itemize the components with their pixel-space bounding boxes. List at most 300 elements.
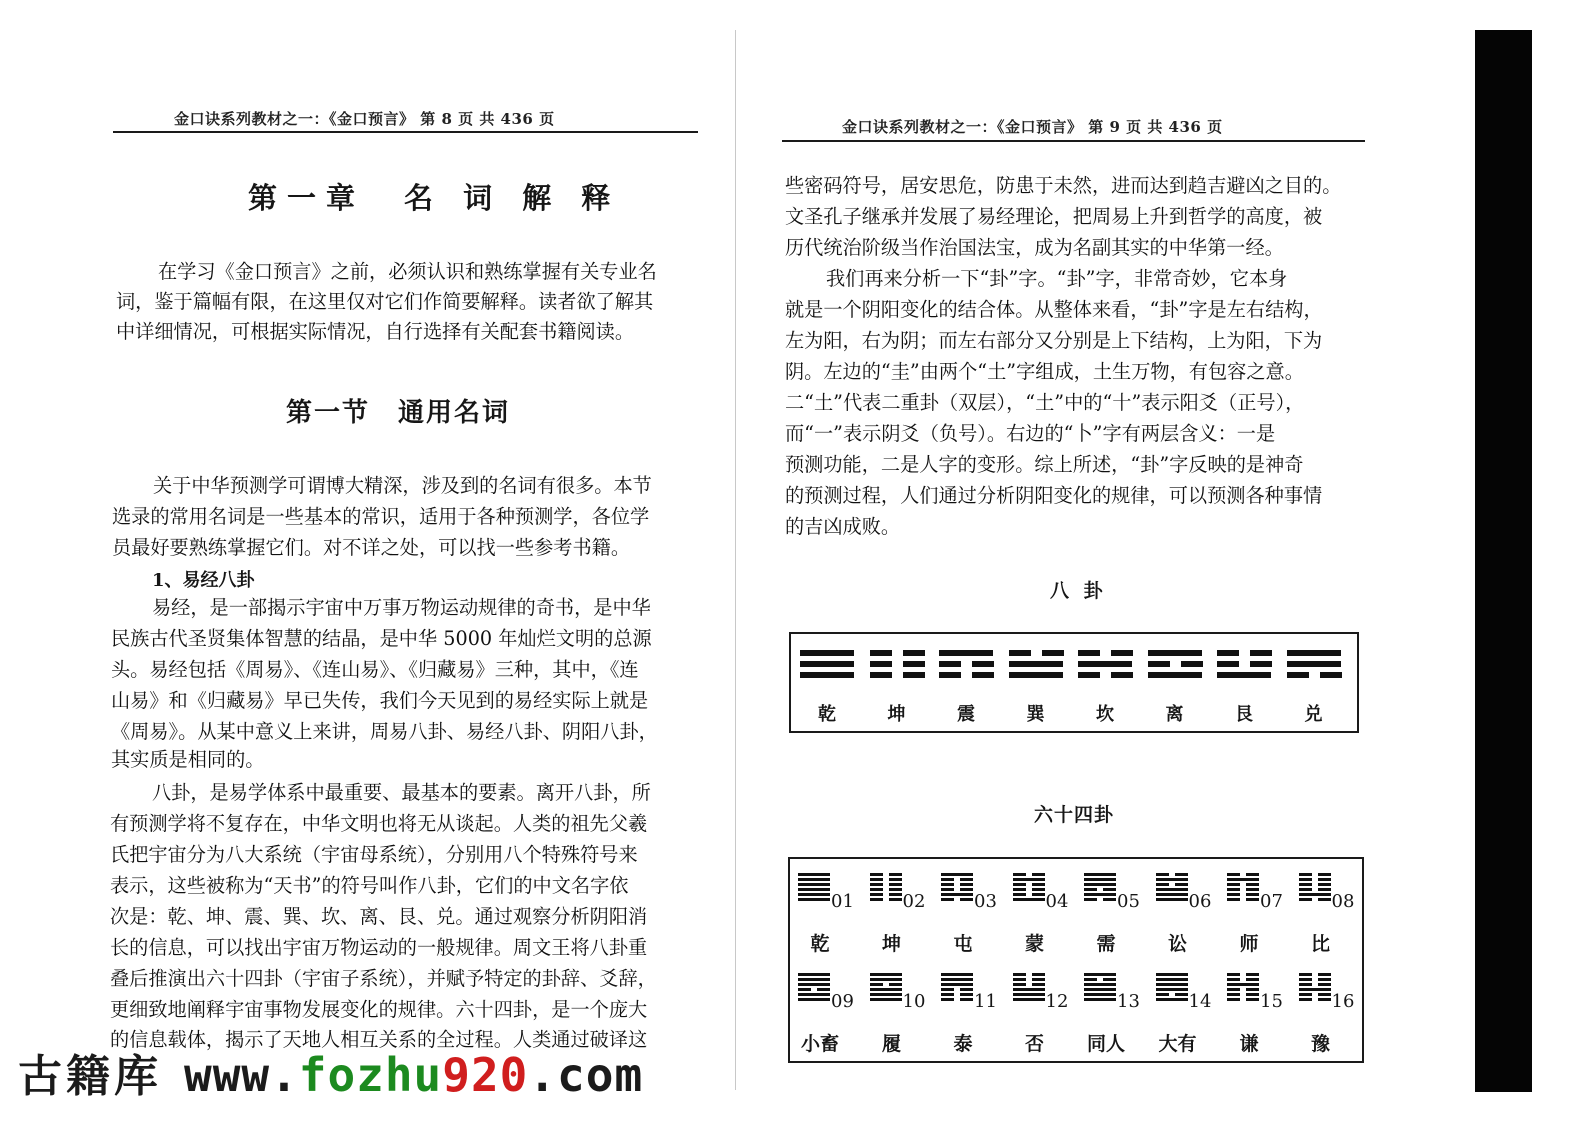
line-segment: [1013, 993, 1045, 996]
line-segment: [870, 883, 883, 886]
hexagram-name: 否: [1024, 1033, 1044, 1055]
text-line: 头。易经包括《周易》、《连山易》、《归藏易》三种，其中，《连: [111, 658, 639, 681]
text-line: 民族古代圣贤集体智慧的结晶，是中华 5000 年灿烂文明的总源: [111, 627, 652, 650]
line-segment: [972, 661, 994, 667]
yin-line: [1227, 898, 1259, 901]
yang-line: [798, 978, 830, 981]
hexagram-name: 坤: [881, 933, 901, 955]
yang-line: [1084, 878, 1116, 881]
line-segment: [941, 893, 973, 896]
yin-line: [941, 998, 973, 1001]
yin-line: [1084, 978, 1116, 981]
line-segment: [1084, 988, 1116, 991]
line-segment: [1227, 883, 1240, 886]
line-segment: [1246, 873, 1259, 876]
line-segment: [1318, 983, 1331, 986]
hexagram-symbol: [1084, 873, 1148, 913]
yin-line: [1299, 978, 1331, 981]
line-segment: [1299, 878, 1312, 881]
yin-line: [1084, 898, 1116, 901]
line-segment: [1299, 873, 1312, 876]
yang-line: [1156, 988, 1188, 991]
yang-line: [1156, 983, 1188, 986]
yin-line: [1299, 998, 1331, 1001]
line-segment: [941, 898, 954, 901]
line-segment: [1032, 873, 1045, 876]
line-segment: [798, 898, 830, 901]
line-segment: [1299, 998, 1312, 1001]
line-segment: [1013, 888, 1026, 891]
line-segment: [1246, 898, 1259, 901]
line-segment: [1227, 898, 1240, 901]
yang-line: [1013, 988, 1045, 991]
trigram-symbol: [1148, 650, 1202, 683]
yang-line: [1156, 898, 1188, 901]
yang-line: [1156, 888, 1188, 891]
line-segment: [1013, 878, 1045, 881]
hexagram-number: 05: [1117, 891, 1140, 912]
line-segment: [1156, 888, 1188, 891]
yin-line: [1156, 873, 1188, 876]
yin-line: [1299, 993, 1331, 996]
yin-line: [939, 672, 993, 678]
hexagram-name: 豫: [1310, 1033, 1330, 1055]
text-line: 预测功能，二是人字的变形。综上所述，“卦”字反映的是神奇: [785, 453, 1304, 476]
yang-line: [800, 661, 854, 667]
yin-line: [1299, 973, 1331, 976]
text-line: 选录的常用名词是一些基本的常识，适用于各种预测学，各位学: [112, 505, 650, 528]
yin-line: [941, 878, 973, 881]
line-segment: [1156, 883, 1169, 886]
text-line: 关于中华预测学可谓博大精深，涉及到的名词有很多。本节: [153, 474, 652, 497]
yang-line: [1227, 878, 1259, 881]
line-segment: [798, 878, 830, 881]
line-segment: [889, 883, 902, 886]
hexagram-lines: [1299, 973, 1331, 1003]
text-line: 表示，这些被称为“天书”的符号叫作八卦，它们的中文名字依: [110, 874, 629, 897]
line-segment: [798, 893, 830, 896]
line-segment: [870, 888, 883, 891]
watermark-prefix: www.: [184, 1048, 299, 1102]
line-segment: [941, 988, 954, 991]
yang-line: [870, 978, 902, 981]
yang-line: [1084, 893, 1116, 896]
trigram-name: 巽: [1026, 704, 1045, 725]
hexagram-title: 六十四卦: [1034, 804, 1115, 826]
line-segment: [1299, 898, 1312, 901]
text-line: 易经，是一部揭示宇宙中万事万物运动规律的奇书，是中华: [152, 596, 651, 619]
hexagram-name: 师: [1239, 933, 1259, 955]
yang-line: [1078, 661, 1132, 667]
yin-line: [1299, 878, 1331, 881]
yin-line: [941, 883, 973, 886]
yin-line: [1013, 973, 1045, 976]
line-segment: [939, 672, 961, 678]
text-line: 长的信息，可以找出宇宙万物运动的一般规律。周文王将八卦重: [110, 936, 648, 959]
chapter-title: 第一章 名 词 解 释: [248, 181, 621, 215]
yang-line: [1013, 878, 1045, 881]
line-segment: [1013, 998, 1045, 1001]
page-gutter: [735, 30, 736, 1090]
line-segment: [1246, 893, 1259, 896]
yin-line: [870, 983, 902, 986]
text-line: 阴。左边的“圭”由两个“土”字组成，土生万物，有包容之意。: [785, 360, 1304, 383]
line-segment: [870, 988, 902, 991]
text-line: 的预测过程，人们通过分析阴阳变化的规律，可以预测各种事情: [785, 484, 1323, 507]
yang-line: [800, 672, 854, 678]
yang-line: [1084, 993, 1116, 996]
line-segment: [889, 893, 902, 896]
hexagram-number: 07: [1260, 891, 1283, 912]
line-segment: [870, 998, 902, 1001]
line-segment: [800, 650, 854, 656]
hexagram-number: 13: [1117, 991, 1140, 1012]
line-segment: [870, 873, 883, 876]
yang-line: [1013, 898, 1045, 901]
line-segment: [800, 661, 854, 667]
text-line: 左为阳，右为阴；而左右部分又分别是上下结构，上为阳，下为: [785, 329, 1323, 352]
hexagram-lines: [1084, 973, 1116, 1003]
text-line: 次是：乾、坤、震、巽、坎、离、艮、兑。通过观察分析阴阳消: [110, 905, 648, 928]
line-segment: [1250, 650, 1272, 656]
line-segment: [1299, 973, 1312, 976]
hexagram-lines: [1299, 873, 1331, 903]
yin-line: [1217, 661, 1271, 667]
line-segment: [1148, 672, 1202, 678]
watermark-red: 920: [442, 1048, 529, 1102]
line-segment: [1227, 993, 1240, 996]
hexagram-symbol: [870, 873, 934, 913]
hexagram-symbol: [1084, 973, 1148, 1013]
line-segment: [1013, 988, 1045, 991]
hexagram-number: 02: [902, 891, 926, 912]
line-segment: [941, 878, 954, 881]
yang-line: [1084, 983, 1116, 986]
line-segment: [1013, 873, 1026, 876]
yang-line: [1156, 978, 1188, 981]
line-segment: [1318, 883, 1331, 886]
hexagram-name: 蒙: [1024, 933, 1044, 955]
line-segment: [1299, 978, 1312, 981]
trigram-symbol: [1009, 650, 1063, 683]
text-line: 而“一”表示阴爻（负号）。右边的“卜”字有两层含义：一是: [785, 422, 1276, 445]
yin-line: [798, 988, 830, 991]
hexagram-symbol: [941, 873, 1005, 913]
bagua-title: 八 卦: [1050, 580, 1107, 602]
yang-line: [1156, 893, 1188, 896]
yin-line: [1084, 888, 1116, 891]
yang-line: [1148, 672, 1202, 678]
hexagram-number: 11: [974, 991, 997, 1012]
text-line: 词，鉴于篇幅有限，在这里仅对它们作简要解释。读者欲了解其: [116, 290, 654, 313]
yin-line: [941, 898, 973, 901]
hexagram-number: 01: [831, 891, 854, 912]
line-segment: [1246, 993, 1259, 996]
line-segment: [1287, 650, 1341, 656]
line-segment: [1009, 650, 1031, 656]
line-segment: [1246, 888, 1259, 891]
line-segment: [870, 672, 892, 678]
section-title: 第一节 通用名词: [286, 398, 511, 428]
yin-line: [1148, 661, 1202, 667]
text-line: 历代统治阶级当作治国法宝，成为名副其实的中华第一经。: [785, 236, 1284, 259]
yang-line: [1287, 650, 1341, 656]
line-segment: [870, 650, 892, 656]
yang-line: [1084, 988, 1116, 991]
yang-line: [1217, 672, 1271, 678]
line-segment: [1318, 978, 1331, 981]
yin-line: [1299, 873, 1331, 876]
watermark-green: fozhu: [298, 1048, 443, 1102]
text-line: 中详细情况，可根据实际情况，自行选择有关配套书籍阅读。: [116, 320, 635, 343]
line-segment: [817, 988, 830, 991]
hexagram-lines: [1156, 873, 1188, 903]
line-segment: [1227, 998, 1240, 1001]
line-segment: [798, 883, 830, 886]
line-segment: [870, 973, 902, 976]
hexagram-symbol: [941, 973, 1005, 1013]
line-segment: [1111, 672, 1133, 678]
yin-line: [1227, 888, 1259, 891]
hexagram-name: 屯: [953, 933, 973, 955]
line-segment: [1156, 873, 1169, 876]
line-segment: [1084, 878, 1116, 881]
yin-line: [1217, 650, 1271, 656]
line-segment: [972, 672, 994, 678]
hexagram-number: 08: [1331, 891, 1355, 912]
yin-line: [870, 893, 902, 896]
line-segment: [1181, 661, 1203, 667]
yin-line: [1227, 883, 1259, 886]
hexagram-number: 10: [902, 991, 926, 1012]
line-segment: [1246, 998, 1259, 1001]
line-segment: [1299, 993, 1312, 996]
trigram-symbol: [870, 650, 924, 683]
line-segment: [941, 873, 973, 876]
hexagram-symbol: [1299, 973, 1363, 1013]
yang-line: [800, 650, 854, 656]
line-segment: [960, 878, 973, 881]
yang-line: [1299, 988, 1331, 991]
trigram-name: 坎: [1096, 704, 1114, 725]
yin-line: [870, 883, 902, 886]
line-segment: [1299, 988, 1331, 991]
line-segment: [1299, 983, 1312, 986]
running-header: 金口诀系列教材之一：《金口预言》 第 9 页 共 436 页: [842, 118, 1223, 136]
line-segment: [1156, 978, 1188, 981]
line-segment: [1156, 983, 1188, 986]
text-line: 氏把宇宙分为八大系统（宇宙母系统），分别用八个特殊符号来: [110, 843, 638, 866]
line-segment: [798, 973, 830, 976]
hexagram-table: [788, 857, 1364, 1063]
hexagram-number: 06: [1188, 891, 1212, 912]
line-segment: [1032, 883, 1045, 886]
hexagram-symbol: [1013, 873, 1077, 913]
line-segment: [1318, 878, 1331, 881]
line-segment: [870, 898, 883, 901]
line-segment: [1103, 888, 1116, 891]
yang-line: [1084, 973, 1116, 976]
line-segment: [1318, 888, 1331, 891]
line-segment: [1217, 661, 1239, 667]
line-segment: [1084, 893, 1116, 896]
yang-line: [941, 983, 973, 986]
yang-line: [798, 873, 830, 876]
yang-line: [798, 973, 830, 976]
line-segment: [870, 978, 902, 981]
yin-line: [1013, 873, 1045, 876]
line-segment: [1032, 888, 1045, 891]
hexagram-symbol: [1013, 973, 1077, 1013]
yang-line: [941, 978, 973, 981]
line-segment: [1042, 650, 1064, 656]
line-segment: [889, 878, 902, 881]
text-line: 二“土”代表二重卦（双层），“土”中的“十”表示阳爻（正号），: [785, 391, 1305, 414]
line-segment: [1084, 873, 1116, 876]
right-page: [760, 0, 1460, 1122]
hexagram-symbol: [798, 973, 862, 1013]
text-line: 就是一个阴阳变化的结合体。从整体来看，“卦”字是左右结构，: [785, 298, 1323, 321]
line-segment: [1084, 883, 1116, 886]
line-segment: [798, 888, 830, 891]
text-line: 我们再来分析一下“卦”字。“卦”字，非常奇妙，它本身: [826, 267, 1288, 290]
line-segment: [960, 988, 973, 991]
yang-line: [798, 993, 830, 996]
yang-line: [870, 998, 902, 1001]
line-segment: [903, 672, 925, 678]
yin-line: [1009, 650, 1063, 656]
yin-line: [1299, 983, 1331, 986]
line-segment: [1318, 998, 1331, 1001]
line-segment: [960, 888, 973, 891]
line-segment: [1032, 978, 1045, 981]
text-line: 文圣孔子继承并发展了易经理论，把周易上升到哲学的高度，被: [785, 205, 1323, 228]
yin-line: [1227, 993, 1259, 996]
yin-line: [1078, 650, 1132, 656]
hexagram-name: 履: [881, 1033, 901, 1055]
line-segment: [889, 888, 902, 891]
text-line: 山易》和《归藏易》早已失传，我们今天见到的易经实际上就是: [111, 689, 649, 712]
line-segment: [960, 998, 973, 1001]
trigram-name: 乾: [818, 704, 836, 725]
yang-line: [1084, 873, 1116, 876]
hexagram-symbol: [798, 873, 862, 913]
yang-line: [941, 873, 973, 876]
yin-line: [1227, 988, 1259, 991]
line-segment: [903, 650, 925, 656]
line-segment: [1148, 650, 1202, 656]
line-segment: [1013, 973, 1026, 976]
line-segment: [941, 978, 973, 981]
line-segment: [1227, 873, 1240, 876]
yin-line: [1299, 883, 1331, 886]
line-segment: [1009, 672, 1063, 678]
line-segment: [870, 893, 883, 896]
hexagram-name: 大有: [1158, 1033, 1197, 1055]
hexagram-number: 14: [1188, 991, 1212, 1012]
hexagram-symbol: [1156, 973, 1220, 1013]
text-line: 的信息载体，揭示了天地人相互关系的全过程。人类通过破译这: [110, 1028, 648, 1051]
yang-line: [1156, 973, 1188, 976]
hexagram-lines: [1227, 973, 1259, 1003]
line-segment: [1246, 973, 1259, 976]
line-segment: [1103, 898, 1116, 901]
line-segment: [1227, 988, 1240, 991]
scan-edge-bar: [1475, 30, 1532, 1092]
line-segment: [798, 993, 830, 996]
line-segment: [1032, 983, 1045, 986]
line-segment: [1103, 978, 1116, 981]
hexagram-number: 03: [974, 891, 997, 912]
yang-line: [798, 998, 830, 1001]
line-segment: [1299, 888, 1312, 891]
hexagram-name: 同人: [1086, 1033, 1125, 1055]
line-segment: [1156, 973, 1188, 976]
hexagram-name: 谦: [1239, 1033, 1259, 1055]
yang-line: [1299, 893, 1331, 896]
hexagram-symbol: [1227, 873, 1291, 913]
line-segment: [1013, 978, 1026, 981]
hexagram-name: 乾: [810, 933, 830, 955]
line-segment: [939, 650, 993, 656]
line-segment: [941, 983, 973, 986]
header-rule: [782, 140, 1365, 142]
line-segment: [1013, 893, 1026, 896]
line-segment: [1318, 993, 1331, 996]
yin-line: [1156, 993, 1188, 996]
yang-line: [798, 898, 830, 901]
yang-line: [798, 883, 830, 886]
line-segment: [1227, 893, 1240, 896]
line-segment: [941, 888, 954, 891]
line-segment: [798, 988, 811, 991]
line-segment: [1318, 898, 1331, 901]
text-line: 的吉凶成败。: [785, 515, 901, 538]
yang-line: [941, 893, 973, 896]
line-segment: [1013, 898, 1045, 901]
hexagram-number: 16: [1331, 991, 1355, 1012]
yang-line: [1227, 983, 1259, 986]
text-line: 些密码符号，居安思危，防患于未然，进而达到趋吉避凶之目的。: [785, 174, 1342, 197]
header-rule: [113, 131, 698, 133]
hexagram-lines: [870, 973, 902, 1003]
line-segment: [1227, 978, 1240, 981]
watermark-cn: 古籍库: [18, 1051, 162, 1102]
line-segment: [870, 983, 883, 986]
hexagram-symbol: [1299, 873, 1363, 913]
line-segment: [1175, 883, 1188, 886]
hexagram-lines: [1084, 873, 1116, 903]
yin-line: [870, 898, 902, 901]
trigram-symbol: [939, 650, 993, 683]
yin-line: [870, 661, 924, 667]
yin-line: [1227, 893, 1259, 896]
line-segment: [1084, 978, 1097, 981]
line-segment: [870, 878, 883, 881]
line-segment: [1084, 898, 1097, 901]
hexagram-number: 09: [831, 991, 854, 1012]
line-segment: [941, 883, 954, 886]
left-page: [0, 0, 740, 1122]
yang-line: [1013, 998, 1045, 1001]
trigram-symbol: [1217, 650, 1271, 683]
yin-line: [1156, 883, 1188, 886]
yin-line: [1227, 873, 1259, 876]
line-segment: [1318, 873, 1331, 876]
yin-line: [870, 888, 902, 891]
line-segment: [1217, 650, 1239, 656]
yang-line: [870, 973, 902, 976]
